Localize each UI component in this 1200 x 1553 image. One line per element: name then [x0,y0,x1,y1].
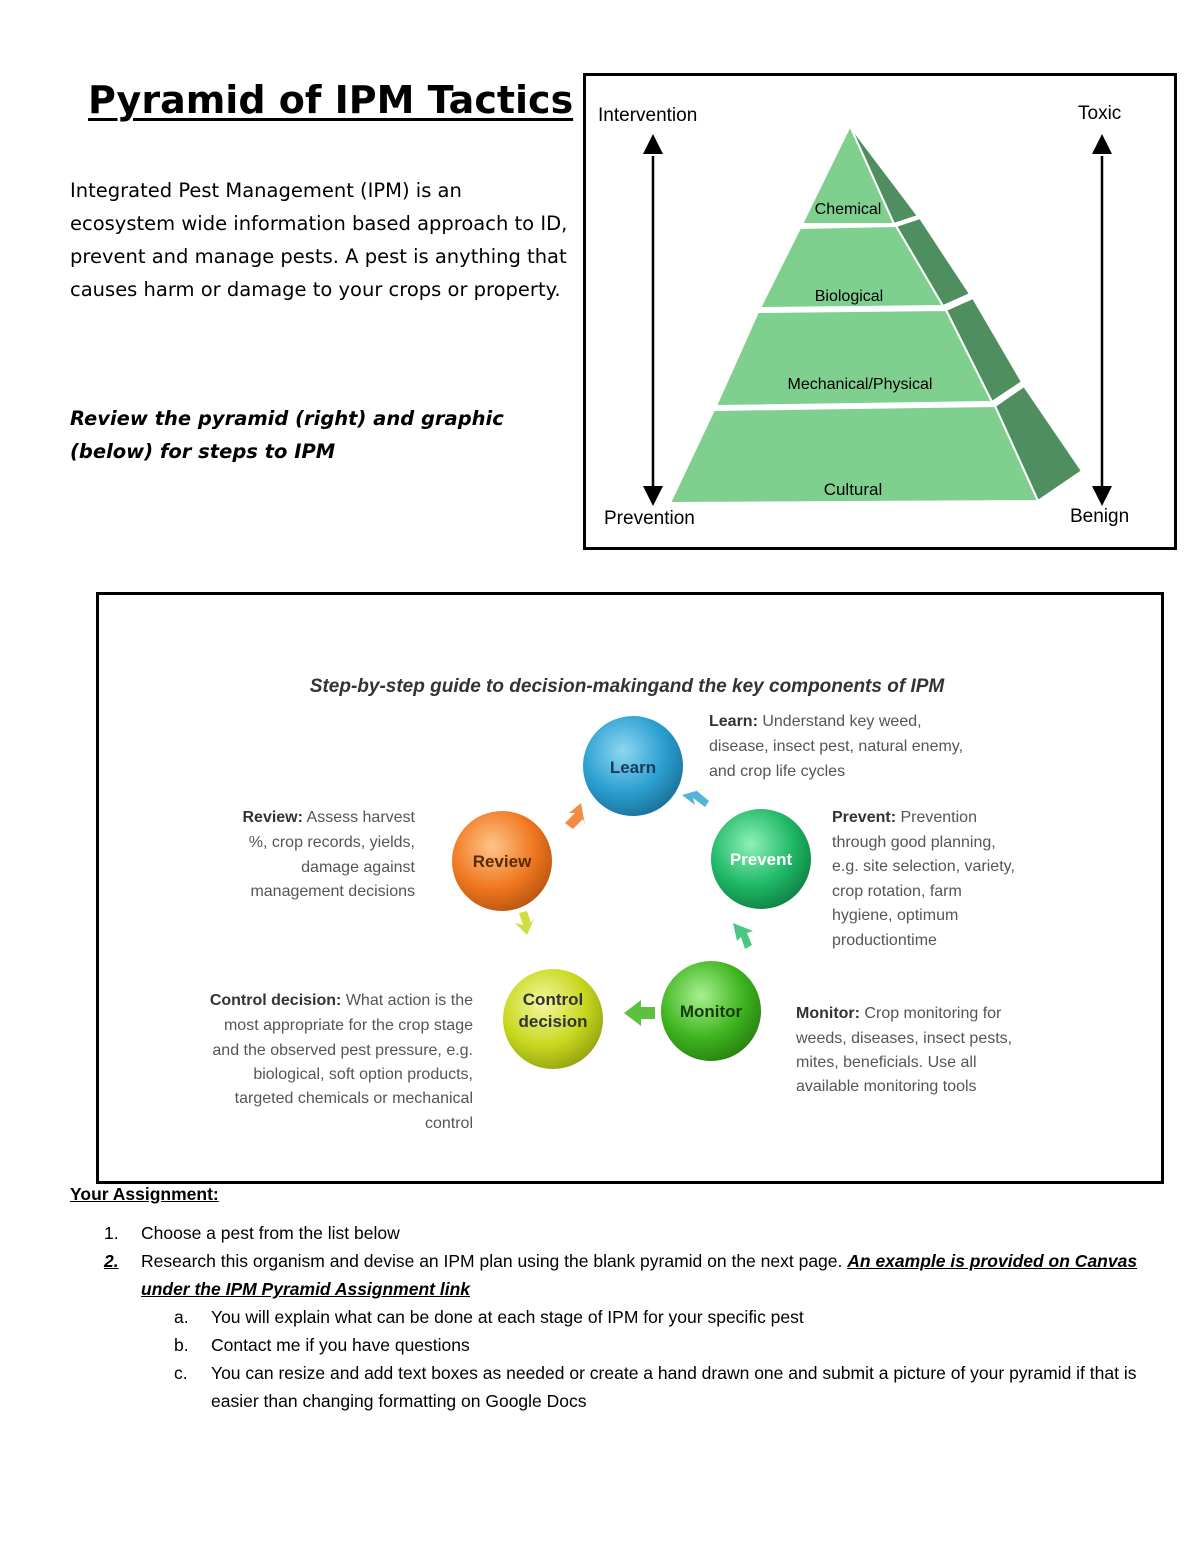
desc-monitor-line: Crop monitoring for [859,1005,1002,1022]
tier-label-mechanical: Mechanical/Physical [787,376,933,393]
desc-monitor-bold: Monitor: [796,1005,860,1022]
assignment-subitem-a [70,1303,1150,1331]
left-arrow-up-icon [643,134,663,154]
intro-paragraph: Integrated Pest Management (IPM) is an ecosystem wide information based approach to ID, prevent and manage pests. A pest is anything that causes harm or damage to your crops or property. [70,179,568,301]
desc-prevent-line: crop rotation, farm [832,883,962,900]
node-label-learn: Learn [609,758,657,777]
right-arrow-up-icon [1092,134,1112,154]
review-note: Review the pyramid (right) and graphic (below) for steps to IPM [70,407,504,463]
desc-review-line: management decisions [250,883,415,900]
arrow-learn-to-prevent-icon [682,789,709,807]
tier-label-chemical: Chemical [814,201,882,218]
arrow-prevent-to-monitor-icon [733,923,753,949]
assignment-subitem-text: You can resize and add text boxes as needed or create a hand drawn one and submit a picture of your pyramid if that is easier than changing formatting on Google Docs [211,1363,1137,1411]
pyramid-svg [586,76,1174,547]
assignment-item-text: Choose a pest from the list below [141,1223,400,1243]
desc-prevent-line: productiontime [832,932,937,949]
assignment-item-2 [70,1247,1150,1303]
desc-control-line: control [424,1115,473,1132]
benign-label: Benign [1070,506,1130,527]
svg-text:Review: Assess harvest [242,809,415,826]
desc-learn-line: and crop life cycles [709,763,846,780]
desc-monitor [795,1005,1012,1095]
assignment-subitem-text: Contact me if you have questions [211,1335,470,1355]
desc-review-line: damage against [301,859,415,876]
node-label-prevent: Prevent [729,850,793,869]
desc-prevent-bold: Prevent: [832,809,897,826]
assignment-section [70,1184,1150,1415]
arrow-monitor-to-control-icon [624,1000,655,1026]
desc-review-bold: Review: [242,809,303,826]
desc-review-line: Assess harvest [302,809,415,826]
arrow-control-to-review-icon [515,911,535,935]
assignment-subitem-text: You will explain what can be done at each stage of IPM for your specific pest [211,1307,804,1327]
svg-text:Prevent: Prevention [832,809,977,826]
page-title: Pyramid of IPM Tactics [88,78,574,122]
assignment-item-text: Research this organism and devise an IPM plan using the blank pyramid on the next page. [141,1251,848,1271]
list-letter: c. [174,1363,188,1383]
left-arrow-down-icon [643,486,663,506]
ipm-cycle-figure [96,592,1164,1184]
desc-prevent-line: Prevention [896,809,977,826]
svg-text:Learn: Understand key weed, [709,713,922,730]
list-letter: b. [174,1335,189,1355]
desc-control-line: most appropriate for the crop stage [223,1017,473,1034]
ipm-pyramid-figure [583,73,1177,550]
tier-label-cultural: Cultural [823,480,883,499]
node-label-control-line2: decision [518,1012,588,1031]
desc-control-line: biological, soft option products, [253,1066,473,1083]
desc-control [210,992,473,1132]
node-label-control-line1: Control [522,990,584,1009]
cycle-svg [99,595,1161,1181]
desc-control-line: and the observed pest pressure, e.g. [212,1042,473,1059]
canvas-example-link[interactable]: An example is provided on Canvas under the IPM Pyramid Assignment link [141,1251,1138,1299]
assignment-subitem-c [70,1359,1150,1415]
desc-learn-line: disease, insect pest, natural enemy, [709,738,964,755]
svg-text:Monitor: Crop monitoring for [796,1005,1002,1022]
assignment-item-1 [70,1219,1150,1247]
desc-control-line: targeted chemicals or mechanical [234,1090,473,1107]
arrow-review-to-learn-icon [565,803,585,829]
desc-monitor-line: available monitoring tools [796,1078,977,1095]
desc-review [242,809,415,900]
assignment-subitem-b [70,1331,1150,1359]
right-arrow-down-icon [1092,486,1112,506]
prevention-label: Prevention [604,508,695,529]
desc-prevent-line: e.g. site selection, variety, [832,858,1015,875]
desc-learn [709,713,963,780]
cycle-title: Step-by-step guide to decision-makingand the key components of IPM [309,676,945,697]
desc-learn-bold: Learn: [709,713,758,730]
desc-control-line: What action is the [341,992,473,1009]
intervention-label: Intervention [598,105,698,126]
assignment-heading: Your Assignment: [70,1184,219,1204]
desc-prevent [832,809,1015,949]
desc-review-line: %, crop records, yields, [248,834,415,851]
desc-monitor-line: mites, beneficials. Use all [796,1054,977,1071]
desc-control-bold: Control decision: [209,992,342,1009]
node-label-review: Review [472,852,532,871]
desc-learn-line: Understand key weed, [757,713,922,730]
toxic-label: Toxic [1078,103,1122,124]
list-number: 1. [104,1223,119,1243]
desc-prevent-line: hygiene, optimum [832,907,959,924]
list-letter: a. [174,1307,189,1327]
desc-prevent-line: through good planning, [832,834,996,851]
desc-monitor-line: weeds, diseases, insect pests, [796,1030,1013,1047]
list-number: 2. [104,1251,119,1271]
tier-label-biological: Biological [814,288,884,305]
node-label-monitor: Monitor [679,1002,743,1021]
svg-text:Control decision: What action [210,992,473,1009]
